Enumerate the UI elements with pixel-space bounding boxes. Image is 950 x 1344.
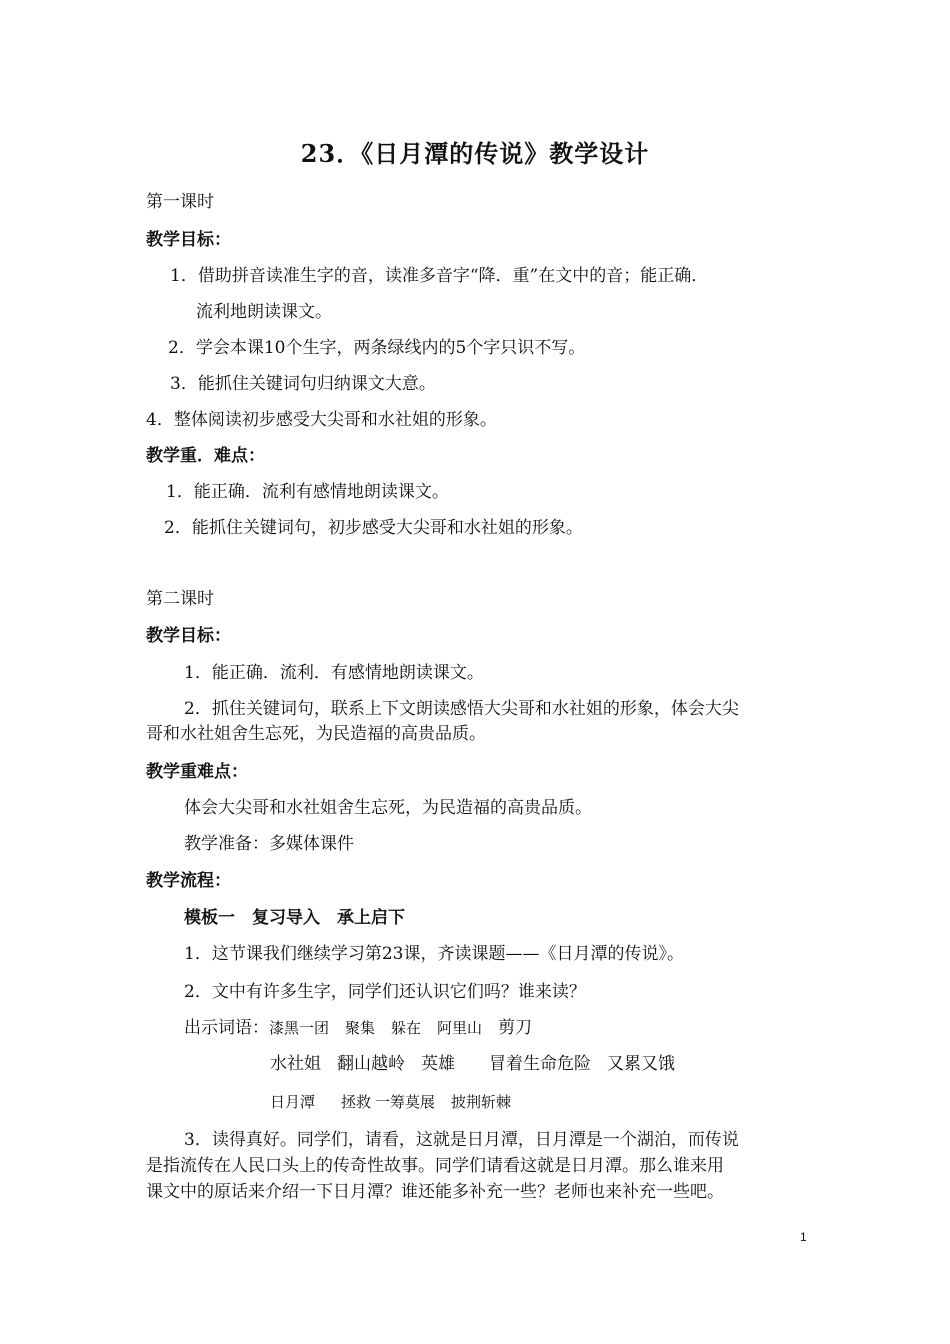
step-3: 3．读得真好。同学们，请看，这就是日月潭，日月潭是一个湖泊，而传说 [184, 1130, 739, 1150]
lesson2-goal-2: 2．抓住关键词句，联系上下文朗读感悟大尖哥和水社姐的形象，体会大尖 [184, 699, 739, 719]
lesson1-goal-1: 1．借助拼音读准生字的音，读准多音字“降．重”在文中的音；能正确． [170, 266, 709, 286]
vocab-word: 漆黑一团 [269, 1019, 330, 1037]
vocab-word: 阿里山 [437, 1019, 483, 1037]
step-3-cont-1: 是指流传在人民口头上的传奇性故事。同学们请看这就是日月潭。那么谁来用 [146, 1156, 724, 1176]
vocab-row-2 [270, 1052, 691, 1076]
vocab-row-1 [184, 1016, 548, 1040]
lesson1-goal-1-cont: 流利地朗读课文。 [196, 302, 332, 322]
vocab-word: 又累又饿 [607, 1054, 675, 1074]
vocab-word: 拯救 [341, 1093, 372, 1111]
vocab-word: 披荆斩棘 [451, 1093, 512, 1111]
step-2: 2．文中有许多生字，同学们还认识它们吗？谁来读？ [184, 982, 586, 1002]
vocab-label: 出示词语： [184, 1018, 269, 1038]
lesson2-process-label: 教学流程： [146, 871, 231, 891]
lesson1-goal-2: 2．学会本课10个生字，两条绿线内的5个字只识不写。 [168, 338, 586, 358]
lesson1-key-label: 教学重．难点： [146, 446, 265, 466]
vocab-word: 剪刀 [498, 1018, 533, 1038]
vocab-word: 英雄 [421, 1054, 455, 1074]
lesson2-goals-label: 教学目标： [146, 626, 231, 646]
lesson2-goal-1: 1．能正确．流利．有感情地朗读课文。 [184, 663, 484, 683]
vocab-word: 冒着生命危险 [489, 1054, 591, 1074]
step-3-cont-2: 课文中的原话来介绍一下日月潭？谁还能多补充一些？老师也来补充一些吧。 [146, 1182, 724, 1202]
lesson1-key-2: 2．能抓住关键词句，初步感受大尖哥和水社姐的形象。 [164, 518, 583, 538]
lesson1-heading: 第一课时 [146, 192, 214, 212]
lesson1-goals-label: 教学目标： [146, 230, 231, 250]
page-number: 1 [800, 1230, 807, 1244]
lesson2-prep: 教学准备：多媒体课件 [184, 834, 354, 854]
module-1-heading: 模板一 复习导入 承上启下 [184, 908, 405, 928]
lesson1-goal-3: 3．能抓住关键词句归纳课文大意。 [170, 374, 436, 394]
vocab-row-3 [270, 1090, 527, 1114]
vocab-word: 水社姐 [270, 1054, 321, 1074]
lesson2-key-label: 教学重难点： [146, 762, 248, 782]
lesson2-goal-2-cont: 哥和水社姐舍生忘死，为民造福的高贵品质。 [146, 724, 486, 744]
vocab-word: 躲在 [391, 1019, 422, 1037]
document-title: 23．《日月潭的传说》教学设计 [300, 139, 650, 168]
vocab-word: 一筹莫展 [375, 1093, 436, 1111]
vocab-word: 翻山越岭 [337, 1054, 405, 1074]
vocab-word: 聚集 [345, 1019, 376, 1037]
step-1: 1．这节课我们继续学习第23课，齐读课题——《日月潭的传说》。 [184, 944, 684, 964]
lesson2-key-1: 体会大尖哥和水社姐舍生忘死，为民造福的高贵品质。 [184, 798, 592, 818]
lesson2-heading: 第二课时 [146, 589, 214, 609]
vocab-word: 日月潭 [270, 1093, 316, 1111]
lesson1-key-1: 1．能正确．流利有感情地朗读课文。 [166, 482, 449, 502]
lesson1-goal-4: 4．整体阅读初步感受大尖哥和水社姐的形象。 [146, 410, 497, 430]
